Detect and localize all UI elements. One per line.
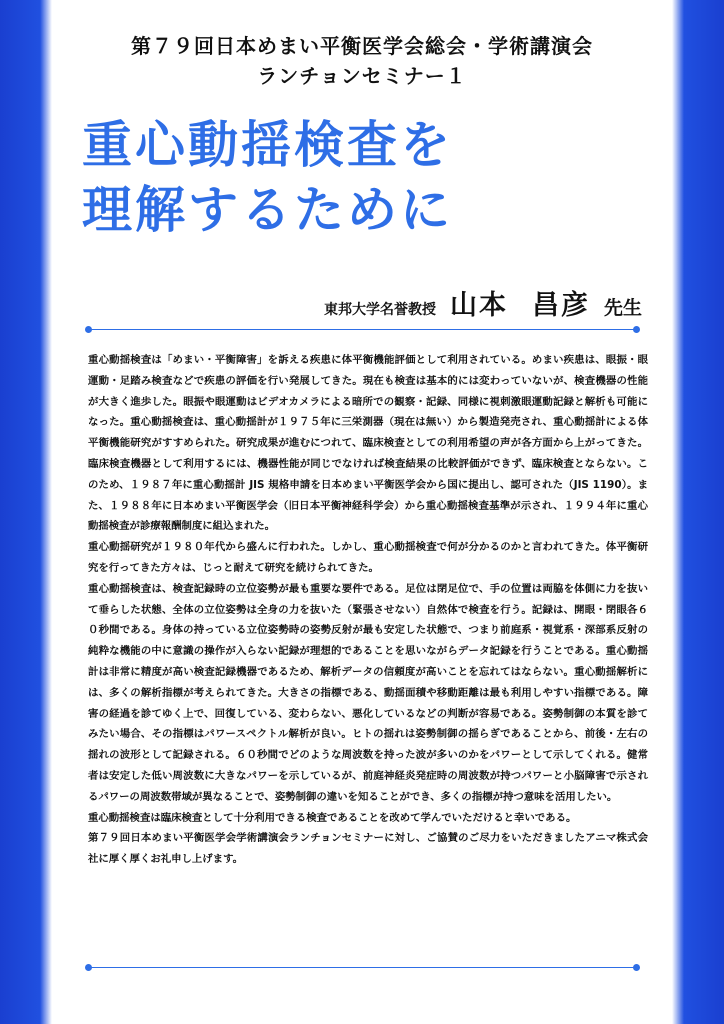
speaker-honorific: 先生 (603, 297, 642, 319)
divider-dot (85, 326, 92, 333)
abstract-paragraph: 重心動揺検査は臨床検査として十分利用できる検査であることを改めて学んでいただけると幸いである。 (88, 811, 577, 824)
event-title: 第７９回日本めまい平衡医学会総会・学術講演会 (131, 34, 593, 58)
seminar-label: ランチョンセミナー１ (257, 64, 467, 88)
speaker-family-name: 山本 (449, 290, 508, 321)
speaker-given-name: 昌彦 (531, 290, 590, 321)
abstract-paragraph: 重心動揺検査は「めまい・平衡障害」を訴える疾患に体平衡機能評価として利用されている。めまい疾患は、眼振・眼運動・足踏み検査などで疾患の評価を行い発展してきた。現在も検査は基本的には変わっていないが、検査機器の性能が大きく進歩した。眼振や眼運動はビデオカメラによる暗所での観察・記録、同様に視刺激眼運動記録と解析も可能になった。重心動揺検査は、重心動揺計が１９７５年に三栄測器（現在は無い）から製造発売され、重心動揺計による体平衡機能研究がすすめられた。研究成果が進むにつれて、臨床検査としての利用希望の声が各方面から上がってきた。臨床検査機器として利用するには、機器性能が同じでなければ検査結果の比較評価ができず、臨床検査とならない。このため、１９８７年に重心動揺計 JIS 規格申請を日本めまい平衡医学会から国に提出し、認可された（JIS 1190）。また、１９８８年に日本めまい平衡医学会（旧日本平衡神経科学会）から重心動揺検査基準が示され、１９９４年に重心動揺検査が診療報酬制度に組込まれた。 (88, 354, 648, 533)
lecture-title-line-1: 重心動揺検査を (82, 116, 453, 174)
speaker-block (324, 283, 642, 322)
speaker-affiliation: 東邦大学名誉教授 (323, 302, 436, 318)
abstract-paragraph: 重心動揺研究が１９８０年代から盛んに行われた。しかし、重心動揺検査で何が分かるのかと言われてきた。体平衡研究を行ってきた方々は、じっと耐えて研究を続けられてきた。 (88, 541, 648, 574)
divider-dot (633, 326, 640, 333)
divider-dot (85, 964, 92, 971)
top-divider (88, 329, 636, 330)
acknowledgement-paragraph: 第７９回日本めまい平衡医学会学術講演会ランチョンセミナーに対し、ご協賛のご尽力をいただきましたアニマ株式会社に厚く厚くお礼申し上げます。 (88, 832, 648, 866)
flyer-page (52, 0, 672, 1024)
lecture-title-line-2: 理解するために (82, 181, 453, 239)
abstract-paragraph: 重心動揺検査は、検査記録時の立位姿勢が最も重要な要件である。足位は閉足位で、手の位置は両脇を体側に力を抜いて垂らした状態、全体の立位姿勢は全身の力を抜いた（緊張させない）自然体で検査を行う。記録は、開眼・閉眼各６０秒間である。身体の持っている立位姿勢時の姿勢反射が最も安定した状態で、つまり前庭系・視覚系・深部系反射の純粋な機能の中に意識の操作が入らない記録が理想的であることを思いながらデータ記録を行うことである。重心動揺計は非常に精度が高い検査記録機器であるため、解析データの信頼度が高いことを忘れてはならない。重心動揺解析には、多くの解析指標が考えられてきた。大きさの指標である、動揺面積や移動距離は最も利用しやすい指標である。障害の経過を診てゆく上で、回復している、変わらない、悪化しているなどの判断が容易である。姿勢制御の本質を診てみたい場合、その指標はパワースペクトル解析が良い。ヒトの揺れは姿勢制御の揺らぎであることから、前後・左右の揺れの波形として記録される。６０秒間でどのような周波数を持った波が多いのかをパワーとして示してくれる。健常者は安定した低い周波数に大きなパワーを示しているが、前庭神経炎発症時の周波数が持つパワーと小脳障害で示されるパワーの周波数帯域が異なることで、姿勢制御の違いを知ることができ、多くの指標が持つ意味を活用したい。 (88, 582, 648, 803)
abstract-body (88, 350, 648, 870)
bottom-divider (88, 967, 636, 968)
divider-dot (633, 964, 640, 971)
